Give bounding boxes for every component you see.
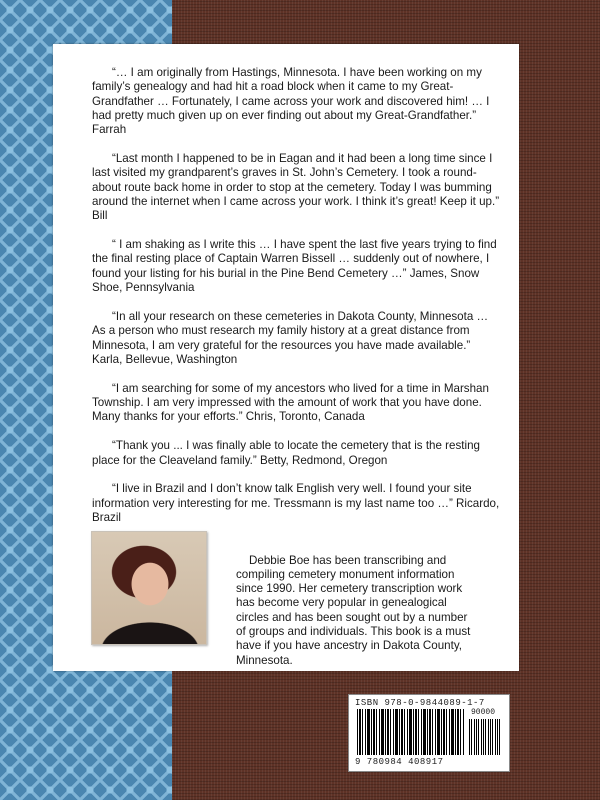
testimonial-quote: “ I am shaking as I write this … I have spent the last five years trying to find the final resting place of Captain Warren Bissell … suddenly out of nowhere, I found your listing for his burial in the Pine Bend Cemetery …” James, Snow Shoe, Pennsylvania bbox=[92, 238, 497, 295]
testimonial-quote: “In all your research on these cemeteries in Dakota County, Minnesota … As a person who must research my family history at a great distance from Minnesota, I am very grateful for the resources you have made available.” Karla, Bellevue, Washington bbox=[92, 309, 489, 366]
testimonial-quote: “Last month I happened to be in Eagan and it had been a long time since I last visited my grandparent’s graves in St. John’s Cemetery. I took a round-about route back home in order to stop at the cemetery. Today I was bumming around the internet when I came across your work. I think it’s great! Keep it up.” Bill bbox=[92, 152, 500, 223]
isbn-label: ISBN 978-0-9844089-1-7 bbox=[355, 698, 485, 708]
ean-digits: 9 780984 408917 bbox=[355, 757, 444, 767]
testimonial-quote: “I am searching for some of my ancestors who lived for a time in Marshan Township. I am very impressed with the amount of work that you have done. Many thanks for your efforts.” Chris, Toronto, Canada bbox=[92, 381, 489, 424]
barcode-bars bbox=[357, 709, 465, 755]
author-photo bbox=[91, 531, 207, 645]
testimonial-quote: “I live in Brazil and I don’t know talk English very well. I found your site information very interesting for me. Tressmann is my last name too …” Ricardo, Brazil bbox=[92, 482, 500, 524]
author-bio: Debbie Boe has been transcribing and compiling cemetery monument information since 1990. Her cemetery transcription work has become very popular in genealogical circles and has been sought out by a number of groups and individuals. This book is a must have if you have ancestry in Dakota County, Minnesota. bbox=[236, 553, 471, 667]
testimonial-quote: “… I am originally from Hastings, Minnesota. I have been working on my family’s genealogy and had hit a road block when it came to my Great-Grandfather … Fortunately, I came across your work and discovered him! … I had pretty much given up on ever finding out about my Great-Grandfather.” Farrah bbox=[92, 66, 490, 137]
barcode-addon-bars bbox=[469, 719, 501, 755]
price-code: 90000 bbox=[471, 708, 496, 717]
testimonials-list bbox=[92, 66, 502, 540]
testimonial-quote: “Thank you ... I was finally able to locate the cemetery that is the resting place for the Cleaveland family.” Betty, Redmond, Oregon bbox=[92, 439, 480, 467]
isbn-barcode bbox=[348, 694, 510, 772]
